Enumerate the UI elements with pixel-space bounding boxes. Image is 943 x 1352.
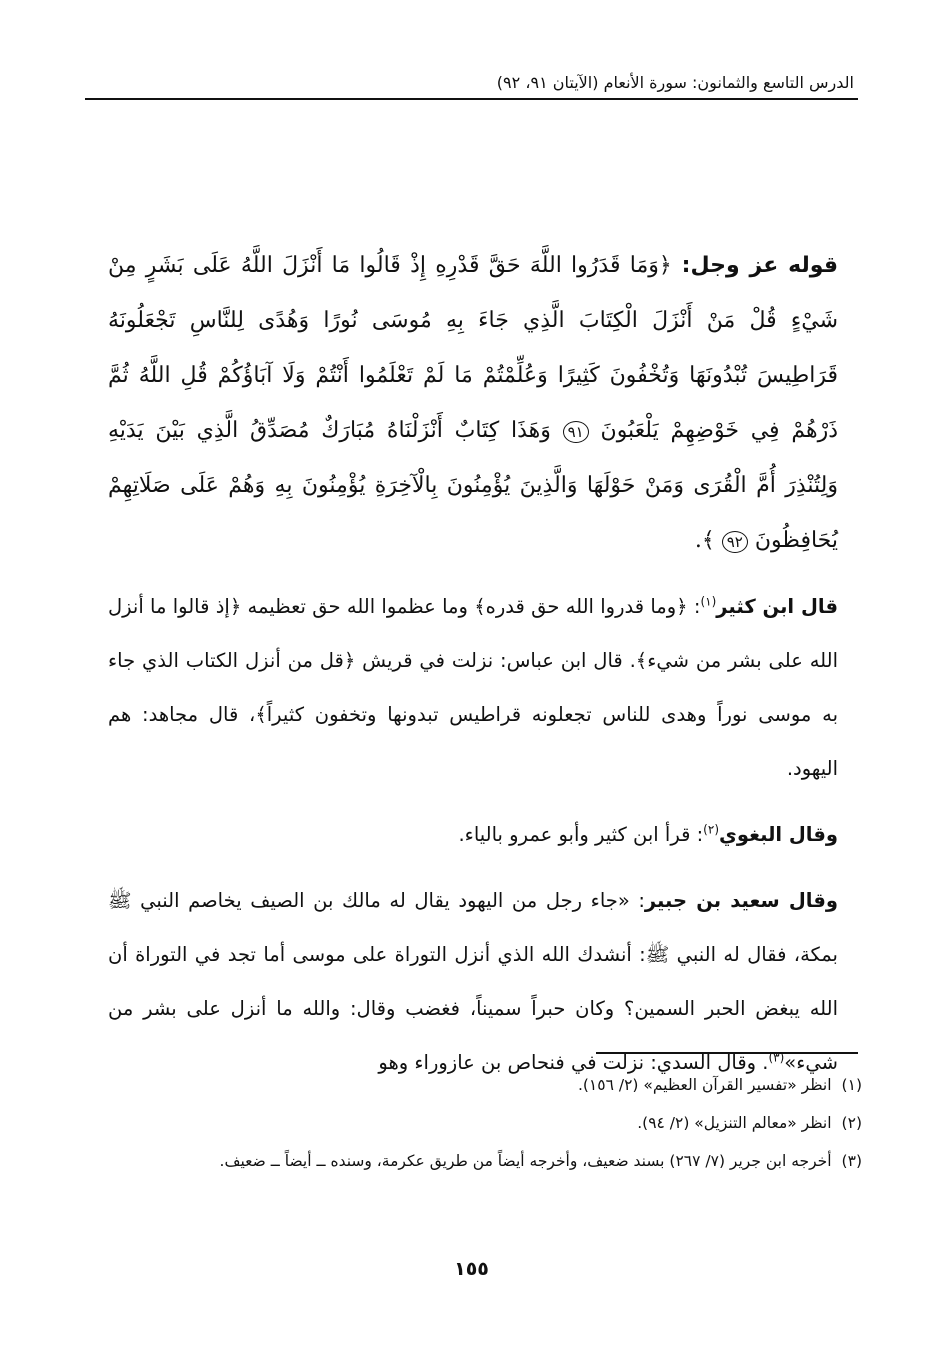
footnotes	[108, 1066, 862, 1180]
running-title: الدرس التاسع والثمانون: سورة الأنعام (الآيتان ٩١، ٩٢)	[496, 73, 854, 92]
baghawi-text: : قرأ ابن كثير وأبو عمرو بالياء.	[458, 823, 704, 846]
main-text	[108, 238, 838, 1102]
footnote-number: (٣)	[841, 1152, 862, 1170]
footnote-ref-3[interactable]: (٣)	[768, 1050, 785, 1065]
saeed-paragraph	[108, 874, 838, 1090]
saeed-text: : «جاء رجل من اليهود يقال له مالك بن الصيف يخاصم النبي ﷺ بمكة، فقال له النبي ﷺ: أنشدك الله الذي أنزل التوراة على موسى أما تجد في التوراة أن الله يبغض الحبر السمين؟ وكان حبراً سميناً، فغضب وقال: والله ما أنزل على بشر من شيء»	[108, 889, 838, 1074]
saeed-label: وقال سعيد بن جبير	[644, 889, 838, 912]
footnote-1	[108, 1066, 862, 1104]
ibn-kathir-text: : ﴿وما قدروا الله حق قدره﴾ وما عظموا الله حق تعظيمه ﴿إذ قالوا ما أنزل الله على بشر من شيء﴾. قال ابن عباس: نزلت في قريش ﴿قل من أنزل الكتاب الذي جاء به موسى نوراً وهدى للناس تجعلونه قراطيس تبدونها وتخفون كثيراً﴾، قال مجاهد: هم اليهود.	[108, 595, 838, 780]
footnote-ref-1[interactable]: (١)	[700, 594, 717, 609]
footnote-2	[108, 1104, 862, 1142]
footnote-3	[108, 1142, 862, 1180]
footnote-number: (١)	[841, 1076, 862, 1094]
footnote-ref-2[interactable]: (٢)	[703, 822, 719, 837]
baghawi-label: وقال البغوي	[719, 823, 838, 846]
footnote-divider	[596, 1052, 858, 1054]
page-number: ١٥٥	[454, 1258, 489, 1280]
quran-verse-91: ﴿وَمَا قَدَرُوا اللَّهَ حَقَّ قَدْرِهِ إِذْ قَالُوا مَا أَنْزَلَ اللَّهُ عَلَى بَشَرٍ مِنْ شَيْءٍ قُلْ مَنْ أَنْزَلَ الْكِتَابَ الَّذِي جَاءَ بِهِ مُوسَى نُورًا وَهُدًى لِلنَّاسِ تَجْعَلُونَهُ قَرَاطِيسَ تُبْدُونَهَا وَتُخْفُونَ كَثِيرًا وَعُلِّمْتُمْ مَا لَمْ تَعْلَمُوا أَنْتُمْ وَلَا آبَاؤُكُمْ قُلِ اللَّهُ ثُمَّ ذَرْهُمْ فِي خَوْضِهِمْ يَلْعَبُونَ	[108, 253, 838, 443]
ibn-kathir-paragraph	[108, 580, 838, 796]
running-header	[85, 68, 858, 100]
quran-closing: ﴾.	[694, 528, 715, 553]
footnote-number: (٢)	[841, 1114, 862, 1132]
intro-label: قوله عز وجل:	[671, 253, 838, 278]
quran-verse-92: وَهَذَا كِتَابٌ أَنْزَلْنَاهُ مُبَارَكٌ مُصَدِّقُ الَّذِي بَيْنَ يَدَيْهِ وَلِتُنْذِرَ أُمَّ الْقُرَى وَمَنْ حَوْلَهَا وَالَّذِينَ يُؤْمِنُونَ بِالْآخِرَةِ يُؤْمِنُونَ بِهِ وَهُمْ عَلَى صَلَاتِهِمْ يُحَافِظُونَ	[108, 418, 838, 553]
quran-paragraph	[108, 238, 838, 568]
ayah-number-91: ٩١	[563, 421, 589, 443]
ibn-kathir-label: قال ابن كثير	[716, 595, 838, 618]
footnote-text: انظر «معالم التنزيل» (٢/ ٩٤).	[637, 1114, 832, 1132]
ayah-number-92: ٩٢	[722, 531, 748, 553]
footnote-text: انظر «تفسير القرآن العظيم» (٢/ ١٥٦).	[577, 1076, 832, 1094]
saeed-tail: . وقال السدي: نزلت في فنحاص بن عازوراء وهو	[378, 1051, 769, 1074]
footnote-text: أخرجه ابن جرير (٧/ ٢٦٧) بسند ضعيف، وأخرجه أيضاً من طريق عكرمة، وسنده ــ أيضاً ــ ضعيف.	[219, 1152, 832, 1170]
baghawi-paragraph	[108, 808, 838, 862]
